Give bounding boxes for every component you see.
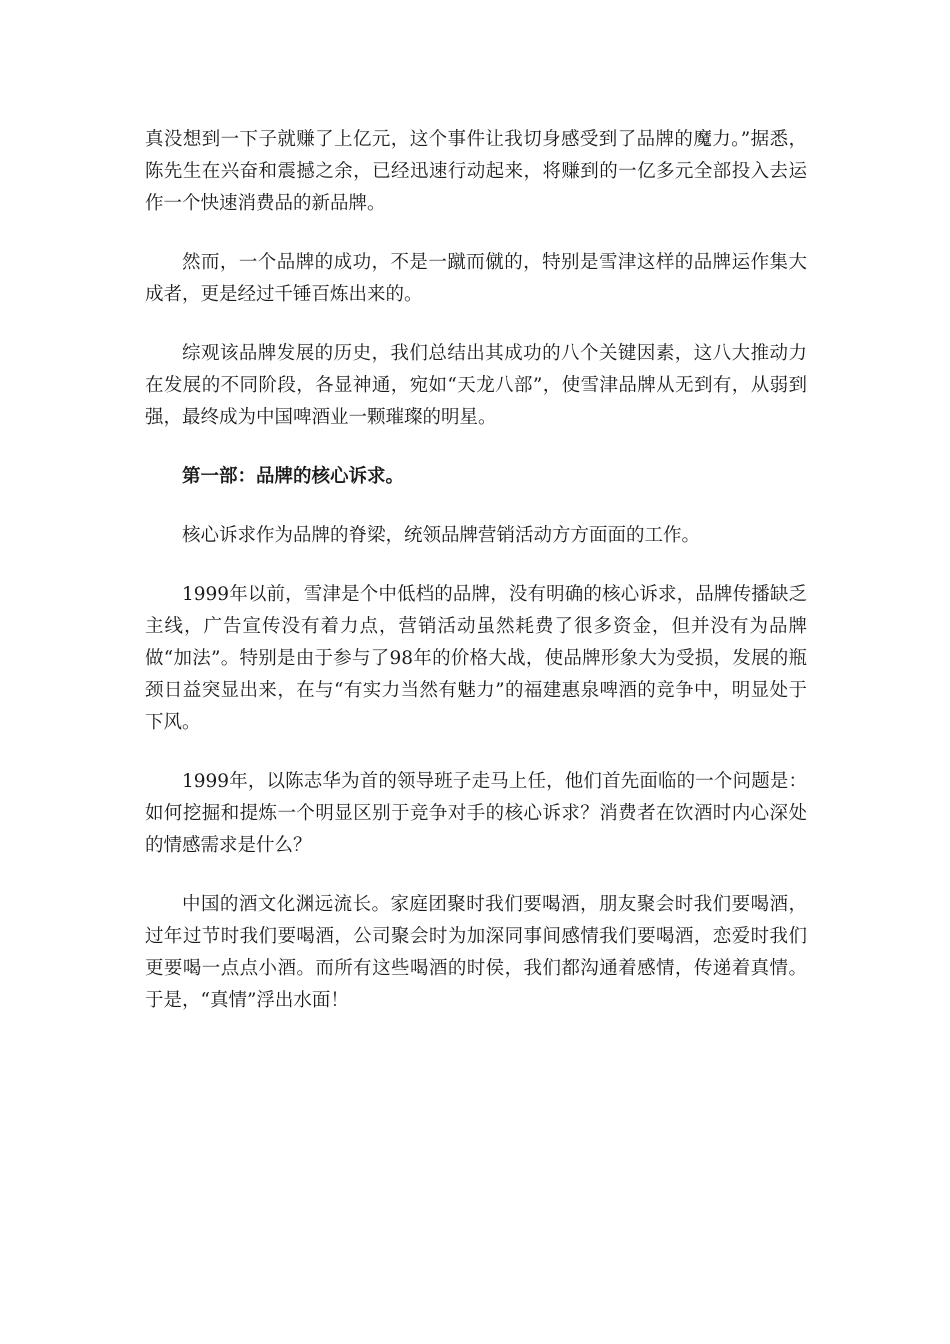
paragraph-continuation: 真没想到一下子就赚了上亿元，这个事件让我切身感受到了品牌的魔力。”据悉，陈先生在兴奋和震撼之余，已经迅速行动起来，将赚到的一亿多元全部投入去运作一个快速消费品的新品牌。 — [145, 129, 807, 214]
paragraph-core-appeal: 核心诉求作为品牌的脊梁，统领品牌营销活动方方面面的工作。 — [182, 525, 701, 546]
paragraph-success-not-easy: 然而，一个品牌的成功，不是一蹴而僦的，特别是雪津这样的品牌运作集大成者，更是经过千锤百炼出来的。 — [145, 252, 807, 305]
section-heading-part-one: 第一部：品牌的核心诉求。 — [182, 466, 405, 487]
paragraph-wine-culture: 中国的酒文化渊远流长。家庭团聚时我们要喝酒，朋友聚会时我们要喝酒，过年过节时我们要喝酒，公司聚会时为加深同事间感情我们要喝酒，恋爱时我们更要喝一点点小酒。而所有这些喝酒的时侯，我们都沟通着感情，传递着真情。于是，“真情”浮出水面！ — [145, 894, 807, 1011]
document-body — [145, 124, 807, 1044]
paragraph-1999-leadership: 1999年，以陈志华为首的领导班子走马上任，他们首先面临的一个问题是：如何挖掘和提炼一个明显区别于竞争对手的核心诉求？消费者在饮酒时内心深处的情感需求是什么？ — [145, 771, 807, 856]
paragraph-before-1999: 1999年以前，雪津是个中低档的品牌，没有明确的核心诉求，品牌传播缺乏主线，广告宣传没有着力点，营销活动虽然耗费了很多资金，但并没有为品牌做“加法”。特别是由于参与了98年的价格大战，使品牌形象大为受损，发展的瓶颈日益突显出来，在与“有实力当然有魅力”的福建惠泉啤酒的竞争中，明显处于下风。 — [145, 584, 807, 733]
paragraph-eight-factors: 综观该品牌发展的历史，我们总结出其成功的八个关键因素，这八大推动力在发展的不同阶段，各显神通，宛如“天龙八部”，使雪津品牌从无到有，从弱到强，最终成为中国啤酒业一颗璀璨的明星。 — [145, 343, 807, 428]
